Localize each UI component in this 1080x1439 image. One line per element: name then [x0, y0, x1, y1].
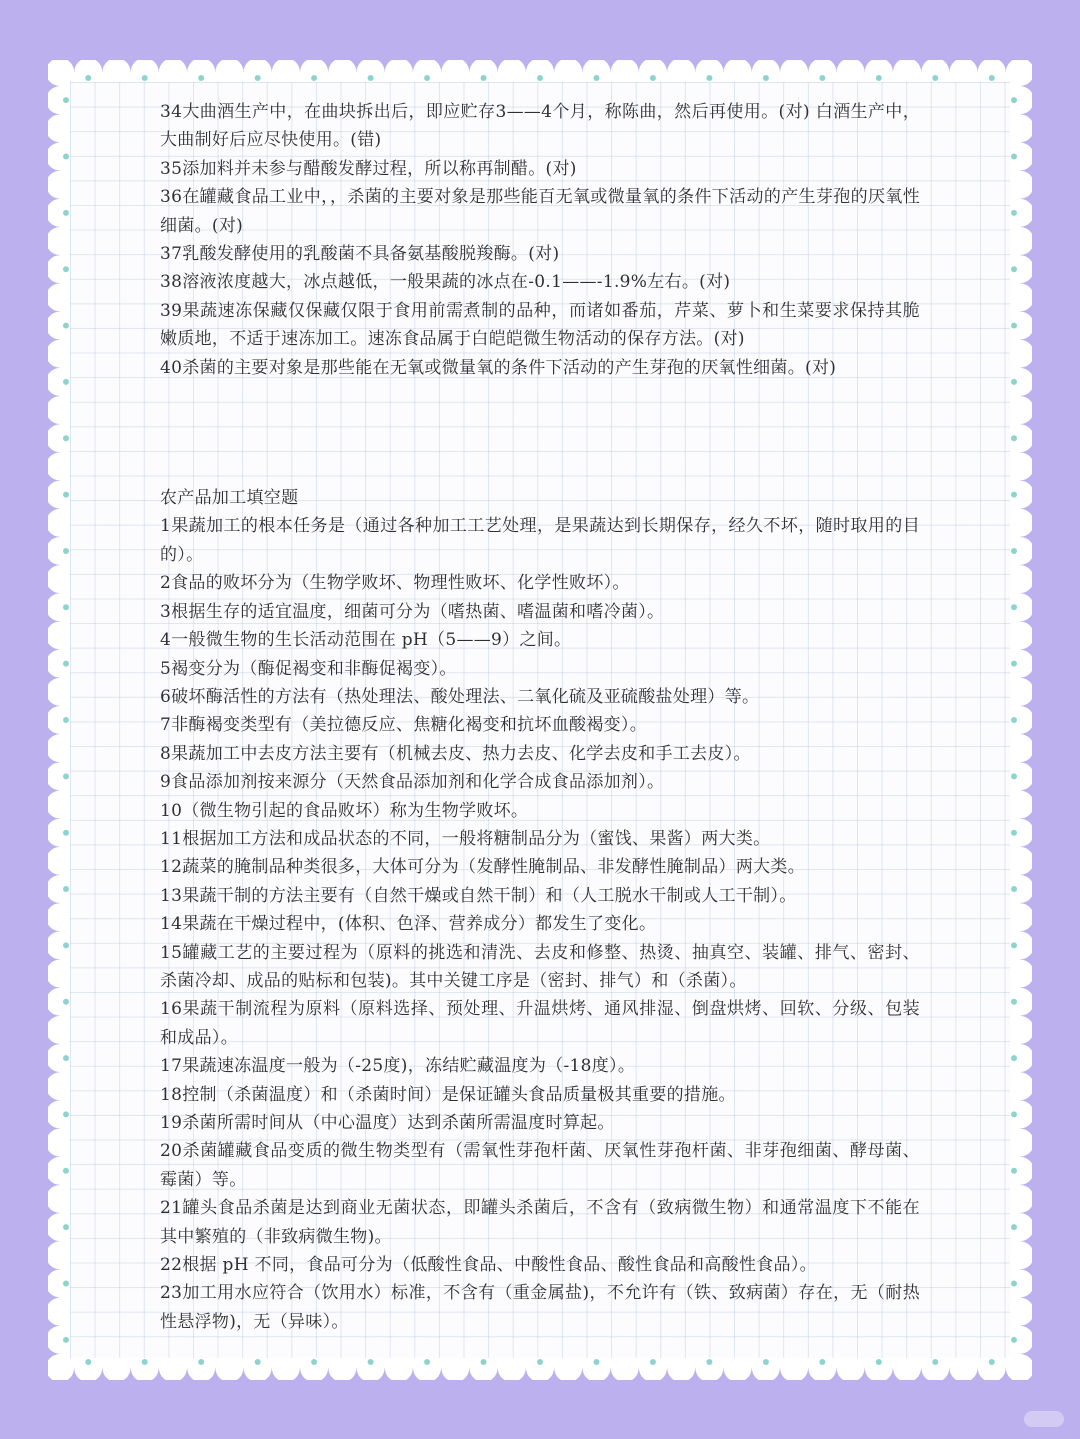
question-18: 18控制（杀菌温度）和（杀菌时间）是保证罐头食品质量极其重要的措施。: [160, 1084, 736, 1105]
border-dot: [706, 75, 712, 81]
border-dot: [63, 661, 69, 667]
border-dot: [85, 75, 91, 81]
border-dot: [311, 75, 317, 81]
border-dot: [368, 1359, 374, 1365]
border-dot: [63, 717, 69, 723]
border-dot: [1011, 1337, 1017, 1343]
question-7: 7非酶褐变类型有（美拉德反应、焦糖化褐变和抗坏血酸褐变）。: [160, 715, 648, 736]
border-dot: [932, 75, 938, 81]
question-3: 3根据生存的适宜温度，细菌可分为（嗜热菌、嗜温菌和嗜冷菌）。: [160, 601, 665, 622]
question-21: 21罐头食品杀菌是达到商业无菌状态，即罐头杀菌后，不含有（致病微生物）和通常温度下不能在其中繁殖的（非致病微生物)。: [160, 1198, 920, 1247]
border-dot: [1011, 548, 1017, 554]
question-11: 11根据加工方法和成品状态的不同，一般将糖制品分为（蜜饯、果酱）两大类。: [160, 828, 771, 849]
question-19: 19杀菌所需时间从（中心温度）达到杀菌所需温度时算起。: [160, 1113, 615, 1133]
border-dot: [255, 1359, 261, 1365]
border-dot: [63, 773, 69, 779]
border-dot: [1011, 154, 1017, 160]
border-dot: [481, 1359, 487, 1365]
statement-35: 35添加料并未参与醋酸发酵过程，所以称再制醋。(对): [160, 158, 577, 179]
border-dot: [819, 1359, 825, 1365]
statement-38: 38溶液浓度越大，冰点越低，一般果蔬的冰点在-0.1——-1.9%左右。(对): [160, 272, 731, 293]
border-dot: [63, 548, 69, 554]
border-dot: [1011, 999, 1017, 1005]
border-dot: [989, 75, 995, 81]
border-dot: [63, 830, 69, 836]
border-dot: [537, 1359, 543, 1365]
border-dot: [63, 210, 69, 216]
question-14: 14果蔬在干燥过程中，(体积、色泽、营养成分）都发生了变化。: [160, 914, 657, 935]
border-dot: [1011, 323, 1017, 329]
border-dot: [63, 379, 69, 385]
document-body: [160, 98, 920, 1336]
border-dot: [63, 266, 69, 272]
border-dot: [1011, 1168, 1017, 1174]
border-dot: [1011, 604, 1017, 610]
border-dot: [1011, 1055, 1017, 1061]
question-17: 17果蔬速冻温度一般为（-25度)，冻结贮藏温度为（-18度）。: [160, 1056, 636, 1077]
border-dot: [650, 75, 656, 81]
border-dot: [424, 75, 430, 81]
border-dot: [1011, 773, 1017, 779]
question-12: 12蔬菜的腌制品种类很多，大体可分为（发酵性腌制品、非发酵性腌制品）两大类。: [160, 857, 806, 878]
border-dot: [63, 604, 69, 610]
border-dot: [424, 1359, 430, 1365]
question-22: 22根据 pH 不同，食品可分为（低酸性食品、中酸性食品、酸性食品和高酸性食品）。: [160, 1255, 817, 1276]
border-dot: [311, 1359, 317, 1365]
question-8: 8果蔬加工中去皮方法主要有（机械去皮、热力去皮、化学去皮和手工去皮）。: [160, 743, 751, 764]
border-dot: [63, 1280, 69, 1286]
true-false-section: [160, 98, 920, 382]
border-dot: [650, 1359, 656, 1365]
question-20: 20杀菌罐藏食品变质的微生物类型有（需氧性芽孢杆菌、厌氧性芽孢杆菌、非芽孢细菌、酵母菌、霉菌）等。: [160, 1141, 920, 1190]
border-dot: [63, 1111, 69, 1117]
statement-36: 36在罐藏食品工业中，，杀菌的主要对象是那些能百无氧或微量氧的条件下活动的产生芽孢的厌氧性细菌。(对): [160, 187, 920, 236]
border-dot: [537, 75, 543, 81]
watermark-badge: [1024, 1411, 1064, 1427]
question-23: 23加工用水应符合（饮用水）标准，不含有（重金属盐)，不允许有（铁、致病菌）存在，无（耐热性悬浮物)，无（异味）。: [160, 1283, 920, 1332]
border-dot: [1011, 830, 1017, 836]
border-dot: [63, 492, 69, 498]
border-dot: [63, 1055, 69, 1061]
border-dot: [63, 886, 69, 892]
question-9: 9食品添加剂按来源分（天然食品添加剂和化学合成食品添加剂）。: [160, 772, 665, 793]
border-dot: [85, 1359, 91, 1365]
border-dot: [255, 75, 261, 81]
border-dot: [142, 75, 148, 81]
border-dot: [63, 435, 69, 441]
statement-39: 39果蔬速冻保藏仅保藏仅限于食用前需煮制的品种，而诸如番茄，芹菜、萝卜和生菜要求保持其脆嫩质地，不适于速冻加工。速冻食品属于白皑皑微生物活动的保存方法。(对): [160, 300, 920, 350]
border-dot: [198, 75, 204, 81]
border-dot: [706, 1359, 712, 1365]
border-dot: [63, 1168, 69, 1174]
question-16: 16果蔬干制流程为原料（原料选择、预处理、升温烘烤、通风排湿、倒盘烘烤、回软、分级、包装和成品）。: [160, 999, 920, 1048]
border-dot: [1011, 661, 1017, 667]
border-dot: [593, 75, 599, 81]
statement-34: 34大曲酒生产中，在曲块拆出后，即应贮存3——4个月，称陈曲，然后再使用。(对) 白酒生产中，大曲制好后应尽快使用。(错): [160, 102, 920, 151]
border-dot: [1011, 942, 1017, 948]
border-dot: [876, 75, 882, 81]
question-5: 5褐变分为（酶促褐变和非酶促褐变）。: [160, 658, 457, 679]
border-dot: [63, 154, 69, 160]
border-dot: [481, 75, 487, 81]
border-dot: [63, 323, 69, 329]
border-dot: [63, 1224, 69, 1230]
question-1: 1果蔬加工的根本任务是（通过各种加工工艺处理，是果蔬达到长期保存，经久不坏，随时取用的目的）。: [160, 516, 920, 565]
border-dot: [1011, 97, 1017, 103]
border-dot: [1011, 1224, 1017, 1230]
border-dot: [1011, 717, 1017, 723]
question-6: 6破坏酶活性的方法有（热处理法、酸处理法、二氧化硫及亚硫酸盐处理）等。: [160, 686, 760, 707]
border-dot: [1011, 1280, 1017, 1286]
border-dot: [876, 1359, 882, 1365]
fill-in-blank-section: [160, 512, 920, 1336]
statement-37: 37乳酸发酵使用的乳酸菌不具备氨基酸脱羧酶。(对): [160, 244, 560, 265]
border-dot: [368, 75, 374, 81]
question-2: 2食品的败坏分为（生物学败坏、物理性败坏、化学性败坏）。: [160, 573, 630, 594]
border-dot: [989, 1359, 995, 1365]
border-dot: [932, 1359, 938, 1365]
border-dot: [63, 97, 69, 103]
fill-in-blank-heading: 农产品加工填空题: [160, 488, 299, 509]
border-dot: [593, 1359, 599, 1365]
border-dot: [1011, 379, 1017, 385]
question-13: 13果蔬干制的方法主要有（自然干燥或自然干制）和（人工脱水干制或人工干制）。: [160, 885, 797, 906]
border-dot: [63, 999, 69, 1005]
question-10: 10（微生物引起的食品败坏）称为生物学败坏。: [160, 800, 529, 821]
statement-40: 40杀菌的主要对象是那些能在无氧或微量氧的条件下活动的产生芽孢的厌氧性细菌。(对): [160, 357, 837, 378]
border-dot: [1011, 492, 1017, 498]
border-dot: [63, 1337, 69, 1343]
border-dot: [1011, 886, 1017, 892]
border-dot: [1011, 435, 1017, 441]
border-dot: [198, 1359, 204, 1365]
border-dot: [763, 1359, 769, 1365]
border-dot: [1011, 266, 1017, 272]
border-dot: [142, 1359, 148, 1365]
border-dot: [63, 942, 69, 948]
question-4: 4一般微生物的生长活动范围在 pH（5——9）之间。: [160, 630, 572, 651]
border-dot: [763, 75, 769, 81]
border-dot: [1011, 1111, 1017, 1117]
border-dot: [819, 75, 825, 81]
border-dot: [1011, 210, 1017, 216]
question-15: 15罐藏工艺的主要过程为（原料的挑选和清洗、去皮和修整、热烫、抽真空、装罐、排气、密封、杀菌冷却、成品的贴标和包装)。其中关键工序是（密封、排气）和（杀菌）。: [160, 942, 920, 991]
